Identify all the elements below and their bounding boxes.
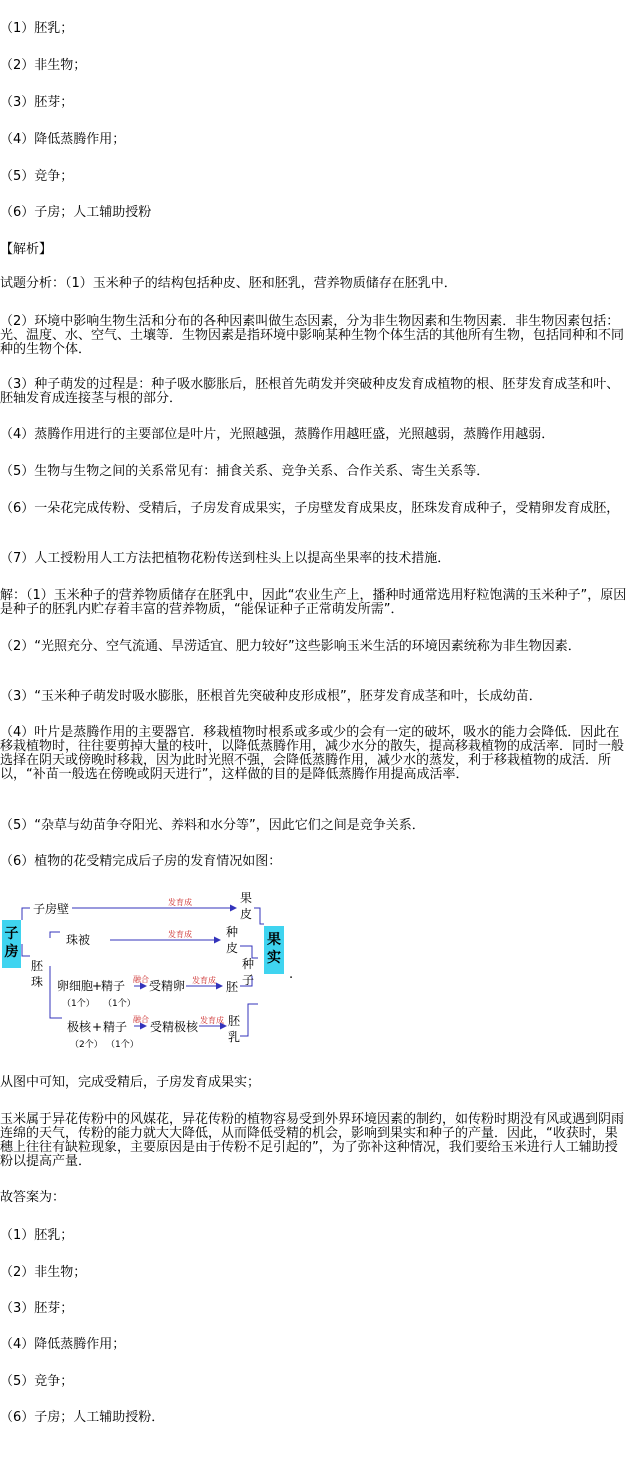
seed-label-1: 种: [241, 957, 255, 971]
analysis-para-5: （5）生物与生物之间的关系常见有：捕食关系、竞争关系、合作关系、寄生关系等．: [0, 464, 490, 479]
seed-coat-label-2: 皮: [225, 941, 239, 955]
analysis-header: 【解析】: [0, 242, 53, 257]
final-answer-3: （3）胚芽；: [0, 1301, 74, 1316]
conclusion-para-2: 玉米属于异花传粉中的风媒花，异花传粉的植物容易受到外界环境因素的制约，如传粉时期没有风或遇到阴雨连绵的天气，传粉的能力就大大降低，从而降低受精的机会，影响到果实和种子的产量．因此，“收获时，果穗上往往有缺粒现象，主要原因是由于传粉不足引起的”，为了弥补这种情况，我们要给玉米进行人工辅助授粉以提高产量．: [0, 1112, 625, 1169]
embryo-label: 胚: [225, 980, 239, 994]
pericarp-label-1: 果: [239, 891, 253, 905]
endosperm-label-2: 乳: [227, 1030, 241, 1044]
solution-para-3: （3）“玉米种子萌发时吸水膨胀，胚根首先突破种皮形成根”，胚芽发育成茎和叶，长成幼苗．: [0, 689, 542, 704]
sperm-label-2: 精子: [103, 1020, 128, 1034]
final-answer-2: （2）非生物；: [0, 1265, 87, 1280]
final-answer-4: （4）降低蒸腾作用；: [0, 1337, 126, 1352]
ovule-label-2: 珠: [31, 975, 44, 989]
solution-para-6: （6）植物的花受精完成后子房的发育情况如图：: [0, 854, 282, 869]
pericarp-label-2: 皮: [239, 907, 253, 921]
analysis-para-6: （6）一朵花完成传粉、受精后，子房发育成果实，子房壁发育成果皮，胚珠发育成种子，受精卵发育成胚，: [0, 501, 620, 516]
ovary-wall-label: 子房壁: [33, 902, 70, 916]
answer-5: （5）竞争；: [0, 169, 74, 184]
develop-label-2: 发育成: [168, 930, 192, 939]
seed-label-2: 子: [241, 973, 255, 987]
fruit-label-1: 果: [267, 932, 281, 948]
solution-para-5: （5）“杂草与幼苗争夺阳光、养料和水分等”，因此它们之间是竞争关系．: [0, 818, 425, 833]
plus-1: +: [92, 979, 103, 993]
ovary-label-1: 子: [4, 926, 19, 942]
answer-2: （2）非生物；: [0, 58, 87, 73]
egg-label: 卵细胞: [57, 979, 94, 993]
ovary-development-diagram: [0, 886, 310, 1060]
final-answer-6: （6）子房；人工辅助授粉．: [0, 1410, 165, 1425]
seed-coat-label-1: 种: [225, 925, 239, 939]
develop-label-1: 发育成: [168, 898, 192, 907]
analysis-para-7: （7）人工授粉用人工方法把植物花粉传送到柱头上以提高坐果率的技术措施．: [0, 551, 451, 566]
diagram-trailing-dot: .: [289, 967, 294, 982]
egg-count: （1个）: [62, 999, 95, 1009]
plus-2: +: [92, 1020, 103, 1034]
sperm-count-2: （1个）: [106, 1040, 139, 1050]
ovary-label-2: 房: [4, 944, 19, 960]
analysis-para-2: （2）环境中影响生物生活和分布的各种因素叫做生态因素，分为非生物因素和生物因素．非生物因素包括：光、温度、水、空气、土壤等．生物因素是指环境中影响某种生物个体生活的其他所有生物，包括同种和不同种的生物个体．: [0, 314, 625, 357]
develop-label-3: 发育成: [192, 976, 216, 985]
answer-3: （3）胚芽；: [0, 95, 74, 110]
fuse-label-2: 融合: [133, 1015, 149, 1024]
answer-1: （1）胚乳；: [0, 21, 74, 36]
conclusion-para-1: 从图中可知，完成受精后，子房发育成果实；: [0, 1075, 261, 1090]
answer-6: （6）子房；人工辅助授粉: [0, 205, 152, 220]
solution-para-4: （4）叶片是蒸腾作用的主要器官．移栽植物时根系或多或少的会有一定的破坏，吸水的能力会降低．因此在移栽植物时，往往要剪掉大量的枝叶，以降低蒸腾作用，减少水分的散失，提高移栽植物的成活率．同时一般选择在阴天或傍晚时移栽，因为此时光照不强，会降低蒸腾作用，减少水的蒸发，利于移栽植物的成活．所以，“补苗一般选在傍晚或阴天进行”，这样做的目的是降低蒸腾作用提高成活率．: [0, 725, 625, 782]
sperm-count-1: （1个）: [103, 999, 136, 1009]
polar-label: 极核: [67, 1020, 92, 1034]
final-answer-1: （1）胚乳；: [0, 1228, 74, 1243]
polar-count: （2个）: [70, 1040, 103, 1050]
integument-label: 珠被: [66, 933, 91, 947]
analysis-para-3: （3）种子萌发的过程是：种子吸水膨胀后，胚根首先萌发并突破种皮发育成植物的根、胚芽发育成茎和叶、胚轴发育成连接茎与根的部分．: [0, 377, 620, 406]
ovule-label-1: 胚: [31, 959, 44, 973]
final-answer-header: 故答案为：: [0, 1190, 66, 1205]
analysis-para-4: （4）蒸腾作用进行的主要部位是叶片，光照越强，蒸腾作用越旺盛，光照越弱，蒸腾作用越弱．: [0, 427, 555, 442]
fuse-label-1: 融合: [133, 975, 149, 984]
fruit-label-2: 实: [267, 950, 281, 966]
endosperm-label-1: 胚: [227, 1014, 241, 1028]
zygote-label: 受精卵: [149, 979, 186, 993]
fertilized-polar-label: 受精极核: [150, 1020, 199, 1034]
answer-4: （4）降低蒸腾作用；: [0, 132, 126, 147]
sperm-label-1: 精子: [101, 979, 126, 993]
solution-para-2: （2）“光照充分、空气流通、旱涝适宜、肥力较好”这些影响玉米生活的环境因素统称为非生物因素．: [0, 639, 581, 654]
final-answer-5: （5）竞争；: [0, 1374, 74, 1389]
develop-label-4: 发育成: [200, 1016, 224, 1025]
analysis-para-1: 试题分析：（1）玉米种子的结构包括种皮、胚和胚乳，营养物质储存在胚乳中．: [0, 276, 457, 291]
solution-para-1: 解：（1）玉米种子的营养物质储存在胚乳中，因此“农业生产上，播种时通常选用籽粒饱满的玉米种子”，原因是种子的胚乳内贮存着丰富的营养物质，“能保证种子正常萌发所需”．: [0, 588, 627, 617]
